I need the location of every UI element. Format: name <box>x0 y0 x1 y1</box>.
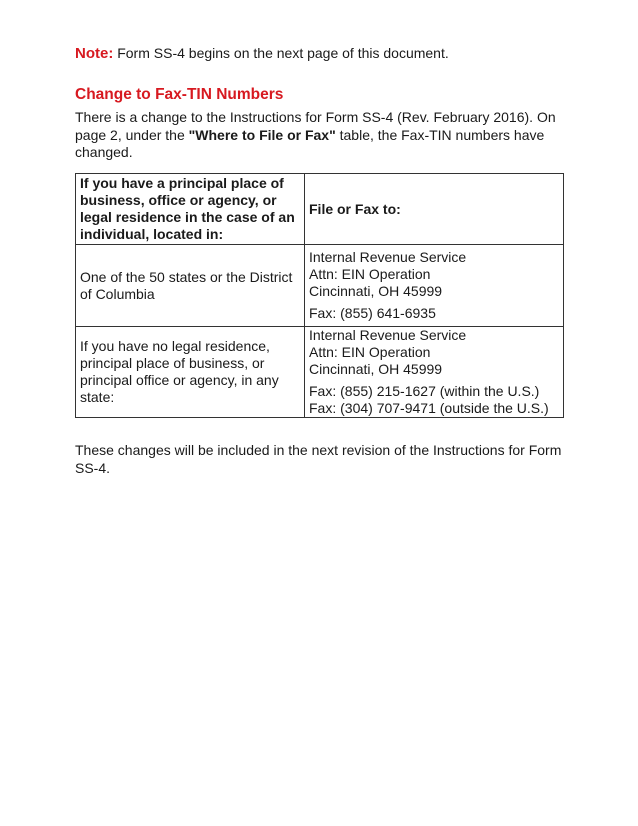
address-line: Attn: EIN Operation <box>309 266 431 282</box>
table-cell-address <box>305 245 564 327</box>
table-cell-location: One of the 50 states or the District of Columbia <box>76 245 305 327</box>
intro-text-end: table, the Fax-TIN numbers have changed. <box>75 126 545 160</box>
table-row <box>76 245 564 327</box>
table-cell-location: If you have no legal residence, principal place of business, or principal office or agency, in any state: <box>76 327 305 418</box>
table-header-file-or-fax: File or Fax to: <box>305 174 564 245</box>
address-line: Cincinnati, OH 45999 <box>309 283 443 299</box>
where-to-file-table <box>75 173 564 418</box>
address-line: Cincinnati, OH 45999 <box>309 361 443 377</box>
note-text: Form SS-4 begins on the next page of this document. <box>113 45 449 61</box>
fax-number-outside-us: Fax: (304) 707-9471 (outside the U.S.) <box>309 400 549 416</box>
note-line <box>75 44 449 63</box>
intro-text-start: There is a change to the Instructions for Form SS-4 (Rev. February 2016). On page 2, under the <box>75 109 556 143</box>
address-line: Internal Revenue Service <box>309 249 467 265</box>
closing-paragraph: These changes will be included in the next revision of the Instructions for Form SS-4. <box>75 442 562 476</box>
table-header-row <box>76 174 564 245</box>
intro-paragraph <box>75 109 565 162</box>
fax-number-within-us: Fax: (855) 215-1627 (within the U.S.) <box>309 383 540 399</box>
section-heading: Change to Fax-TIN Numbers <box>75 86 284 103</box>
fax-number: Fax: (855) 641-6935 <box>309 305 436 321</box>
note-label: Note: <box>75 45 114 62</box>
intro-table-name: "Where to File or Fax" <box>188 126 336 143</box>
fax-number <box>309 383 559 417</box>
address-line: Internal Revenue Service <box>309 327 467 343</box>
table-cell-address <box>305 327 564 418</box>
table-header-location: If you have a principal place of business, office or agency, or legal residence in the case of an individual, located in: <box>76 174 305 245</box>
table-row <box>76 327 564 418</box>
address-line: Attn: EIN Operation <box>309 344 431 360</box>
